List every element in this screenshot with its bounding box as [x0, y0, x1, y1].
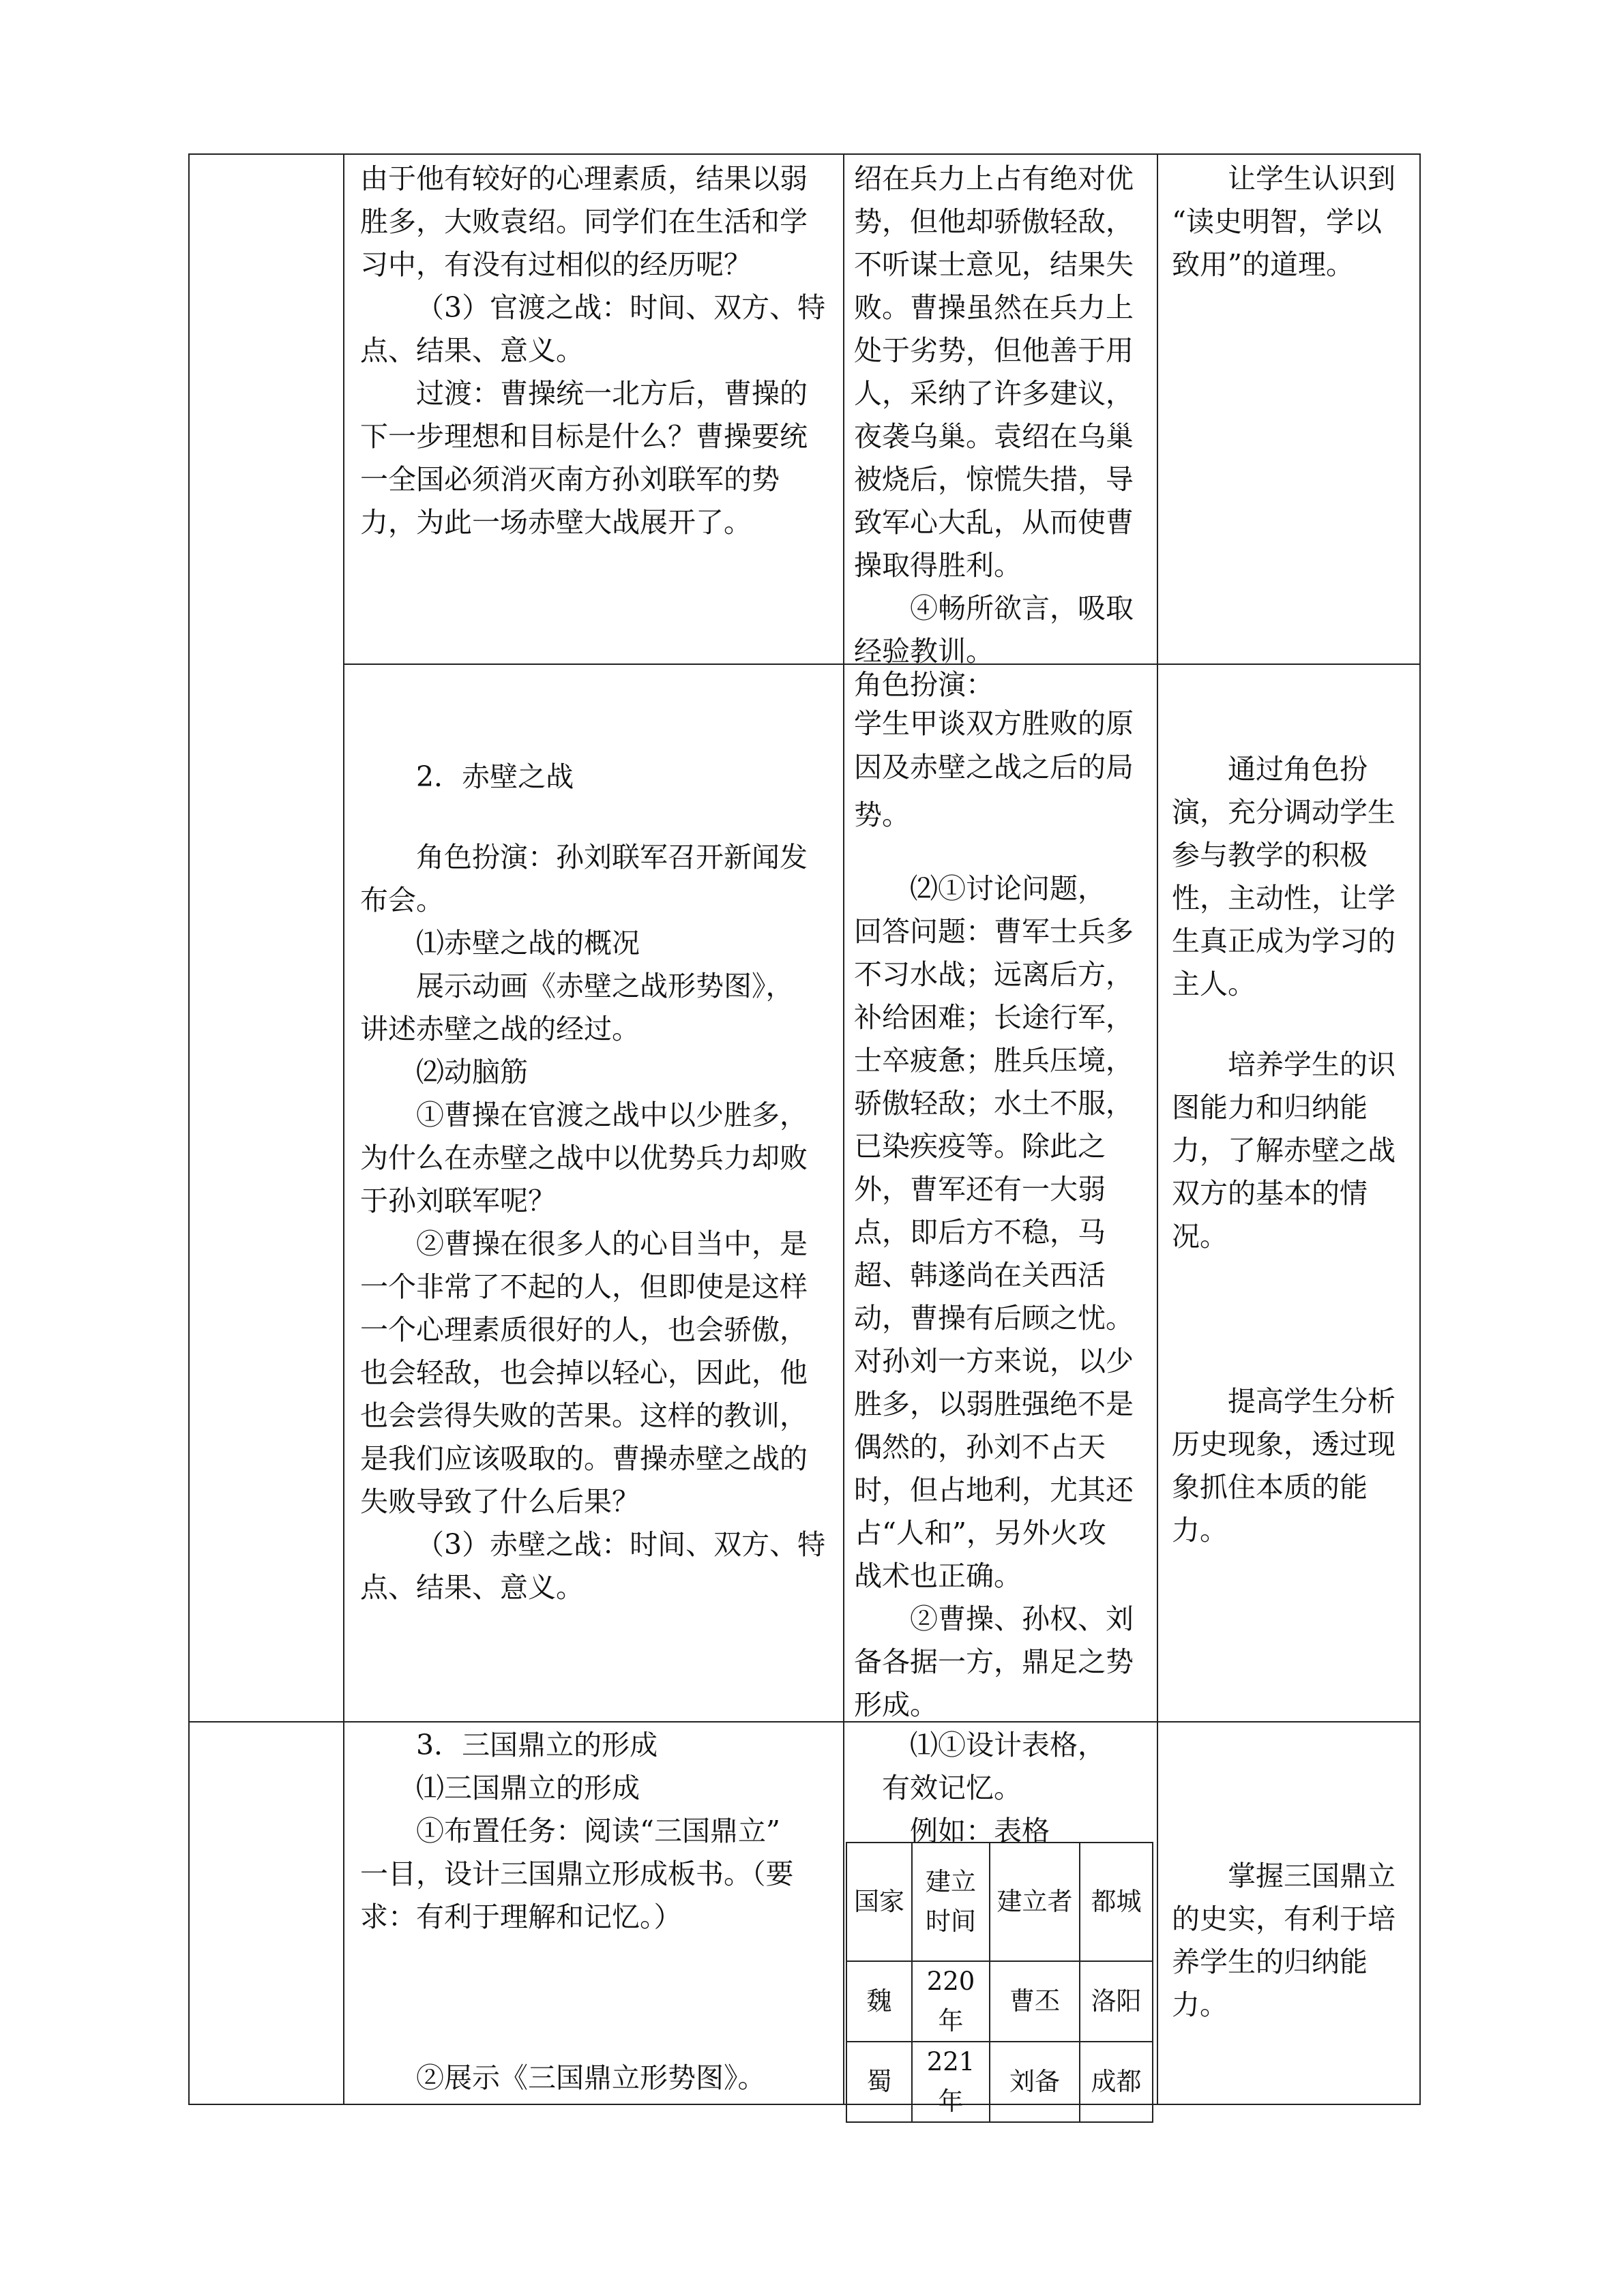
- section-heading: 3．三国鼎立的形成: [416, 1729, 658, 1761]
- row2-student-role-play: [854, 666, 1143, 839]
- text-line: 被烧后，惊慌失措，导: [854, 463, 1134, 496]
- text-line: 不习水战；远离后方，: [854, 958, 1134, 991]
- text-line: 参与教学的积极: [1172, 839, 1368, 871]
- text-line: 学生甲谈双方胜败的原: [854, 707, 1134, 740]
- text-line: 主人。: [1172, 968, 1256, 1000]
- text-line: 时，但占地利，尤其还: [854, 1474, 1134, 1506]
- text-line: 动，曹操有后顾之忧。: [854, 1302, 1134, 1335]
- table-row: [846, 2042, 1153, 2122]
- text-line: 战术也正确。: [854, 1560, 1022, 1592]
- text-line: 夜袭乌巢。袁绍在乌巢: [854, 420, 1134, 453]
- text-line: 养学生的归纳能: [1172, 1945, 1368, 1978]
- text-line: 致用”的道理。: [1172, 248, 1354, 281]
- text-line: 占“人和”，另外火攻: [854, 1517, 1106, 1549]
- text-line: 角色扮演：: [854, 668, 994, 701]
- table-cell: 成都: [1080, 2042, 1153, 2122]
- table-cell: 220 年: [912, 1961, 990, 2042]
- text-line: 培养学生的识: [1228, 1048, 1396, 1081]
- text-line: 因及赤壁之战之后的局: [854, 751, 1134, 784]
- text-line: 双方的基本的情: [1172, 1177, 1368, 1210]
- text-line: 下一步理想和目标是什么？曹操要统: [360, 420, 808, 453]
- text-line: 败。曹操虽然在兵力上: [854, 291, 1134, 324]
- three-kingdoms-table: [846, 1842, 1153, 2123]
- text-line: 回答问题：曹军士兵多: [854, 915, 1134, 948]
- text-line: “读史明智，学以: [1172, 205, 1382, 238]
- text-line: 超、韩遂尚在关西活: [854, 1259, 1106, 1292]
- text-line: 一个非常了不起的人，但即使是这样: [360, 1270, 808, 1303]
- text-line: ⑵动脑筋: [416, 1056, 528, 1088]
- text-line: ④畅所欲言，吸取: [910, 592, 1134, 625]
- text-line: 由于他有较好的心理素质，结果以弱: [360, 162, 808, 195]
- text-line: 力。: [1172, 1988, 1228, 2021]
- text-line: 不听谋士意见，结果失: [854, 248, 1134, 281]
- text-line: 生真正成为学习的: [1172, 925, 1396, 957]
- text-line: 况。: [1172, 1220, 1228, 1253]
- table-cell: 蜀: [846, 2042, 912, 2122]
- text-line: 例如：表格: [910, 1815, 1050, 1847]
- col-border-left: [188, 153, 190, 2105]
- text-line: 已染疾疫等。除此之: [854, 1130, 1106, 1163]
- header-cell-text: 建立时间: [926, 1867, 976, 1936]
- row1-student-activity: [854, 158, 1143, 673]
- text-line: 一个心理素质很好的人，也会骄傲，: [360, 1313, 808, 1346]
- text-line: 绍在兵力上占有绝对优: [854, 162, 1134, 195]
- table-header-row: [846, 1843, 1153, 1961]
- table-row: [846, 1961, 1153, 2042]
- text-line: ①布置任务：阅读“三国鼎立”: [416, 1815, 780, 1847]
- row2-section-title: [359, 756, 844, 799]
- row2-design-intent-c: [1172, 1380, 1411, 1552]
- text-line: 点、结果、意义。: [360, 334, 584, 367]
- text-line: 偶然的，孙刘不占天: [854, 1431, 1106, 1463]
- text-line: 点、结果、意义。: [360, 1571, 584, 1604]
- text-line: 历史现象，透过现: [1172, 1428, 1396, 1461]
- text-line: 经验教训。: [854, 635, 994, 668]
- text-line: 人，采纳了许多建议，: [854, 377, 1134, 410]
- text-line: 布会。: [360, 884, 444, 916]
- text-line: 势。: [854, 799, 910, 831]
- table-bottom-border: [188, 2104, 1421, 2105]
- text-line: 势，但他却骄傲轻敌，: [854, 205, 1134, 238]
- table-cell: 曹丕: [990, 1961, 1080, 2042]
- row1-teacher-activity: [359, 158, 844, 544]
- table-cell: 刘备: [990, 2042, 1080, 2122]
- text-line: ⑴三国鼎立的形成: [416, 1772, 640, 1804]
- text-line: 一全国必须消灭南方孙刘联军的势: [360, 463, 780, 496]
- header-cell: 建立者: [990, 1843, 1080, 1961]
- row2-student-activity: [854, 867, 1143, 1727]
- text-line: 于孙刘联军呢？: [360, 1184, 556, 1217]
- text-line: ②曹操、孙权、刘: [910, 1602, 1134, 1635]
- text-line: （3）官渡之战：时间、双方、特: [416, 291, 826, 324]
- header-cell: [912, 1843, 990, 1961]
- text-line: 点，即后方不稳，马: [854, 1216, 1106, 1249]
- text-line: 展示动画《赤壁之战形势图》，: [416, 970, 794, 1002]
- row-divider-2: [188, 1721, 1421, 1723]
- text-line: 力。: [1172, 1514, 1228, 1547]
- text-line: 对孙刘一方来说，以少: [854, 1345, 1134, 1377]
- text-line: 提高学生分析: [1228, 1385, 1396, 1418]
- text-line: 失败导致了什么后果？: [360, 1485, 640, 1518]
- text-line: 补给困难；长途行军，: [854, 1001, 1134, 1034]
- text-line: 一目，设计三国鼎立形成板书。（要: [360, 1858, 794, 1890]
- text-line: 性，主动性，让学: [1172, 882, 1396, 914]
- text-line: 为什么在赤壁之战中以优势兵力却败: [360, 1142, 808, 1174]
- row2-design-intent-a: [1172, 748, 1411, 1006]
- table-cell: 洛阳: [1080, 1961, 1153, 2042]
- text-line: 掌握三国鼎立: [1228, 1860, 1396, 1892]
- row2-teacher-activity: [359, 836, 844, 1609]
- header-cell: 都城: [1080, 1843, 1153, 1961]
- text-line: 形成。: [854, 1688, 938, 1721]
- text-line: 胜多，以弱胜强绝不是: [854, 1388, 1134, 1420]
- header-cell: 国家: [846, 1843, 912, 1961]
- text-line: 有效记忆。: [882, 1772, 1022, 1804]
- text-line: 求：有利于理解和记忆。）: [360, 1900, 682, 1933]
- text-line: 力，了解赤壁之战: [1172, 1134, 1396, 1167]
- row2-design-intent-b: [1172, 1043, 1411, 1258]
- text-line: 力，为此一场赤壁大战展开了。: [360, 506, 752, 539]
- text-line: ⑵①讨论问题，: [910, 872, 1106, 905]
- text-line: 图能力和归纳能: [1172, 1091, 1368, 1124]
- text-line: 是我们应该吸取的。曹操赤壁之战的: [360, 1442, 808, 1475]
- text-line: 外，曹军还有一大弱: [854, 1173, 1106, 1206]
- row3-teacher-map: [359, 2057, 844, 2100]
- text-line: 士卒疲惫；胜兵压境，: [854, 1044, 1134, 1077]
- text-line: 通过角色扮: [1228, 753, 1368, 786]
- text-line: 也会尝得失败的苦果。这样的教训，: [360, 1399, 808, 1432]
- col-border-1: [343, 153, 344, 2105]
- text-line: 也会轻敌，也会掉以轻心，因此，他: [360, 1356, 808, 1389]
- row1-design-intent: [1172, 158, 1411, 286]
- text-line: 处于劣势，但他善于用: [854, 334, 1134, 367]
- text-line: ②曹操在很多人的心目当中，是: [416, 1227, 808, 1260]
- text-line: 过渡：曹操统一北方后，曹操的: [416, 377, 808, 410]
- text-line: ⑴①设计表格，: [910, 1729, 1106, 1761]
- text-line: 胜多，大败袁绍。同学们在生活和学: [360, 205, 808, 238]
- text-line: 致军心大乱，从而使曹: [854, 506, 1134, 539]
- text-line: 的史实，有利于培: [1172, 1903, 1396, 1935]
- row3-student-activity: [854, 1724, 1143, 1853]
- text-line: 习中，有没有过相似的经历呢？: [360, 248, 752, 281]
- col-border-right: [1419, 153, 1421, 2105]
- text-line: ②展示《三国鼎立形势图》。: [416, 2061, 766, 2094]
- text-line: 操取得胜利。: [854, 549, 1022, 582]
- text-line: ⑴赤壁之战的概况: [416, 927, 640, 959]
- row3-design-intent: [1172, 1855, 1411, 2027]
- col-border-3: [1157, 153, 1158, 2105]
- row3-teacher-activity: [359, 1724, 844, 1939]
- text-line: 角色扮演：孙刘联军召开新闻发: [416, 841, 808, 874]
- text-line: ①曹操在官渡之战中以少胜多，: [416, 1099, 808, 1131]
- table-top-border: [188, 153, 1421, 155]
- text-line: 演，充分调动学生: [1172, 796, 1396, 829]
- text-line: 讲述赤壁之战的经过。: [360, 1013, 640, 1045]
- text-line: 备各据一方，鼎足之势: [854, 1645, 1134, 1678]
- table-cell: 魏: [846, 1961, 912, 2042]
- table-cell: 221 年: [912, 2042, 990, 2122]
- text-line: 骄傲轻敌；水土不服，: [854, 1087, 1134, 1120]
- section-heading: 2．赤壁之战: [416, 760, 574, 793]
- text-line: （3）赤壁之战：时间、双方、特: [416, 1528, 826, 1561]
- text-line: 让学生认识到: [1228, 162, 1396, 195]
- text-line: 象抓住本质的能: [1172, 1471, 1368, 1504]
